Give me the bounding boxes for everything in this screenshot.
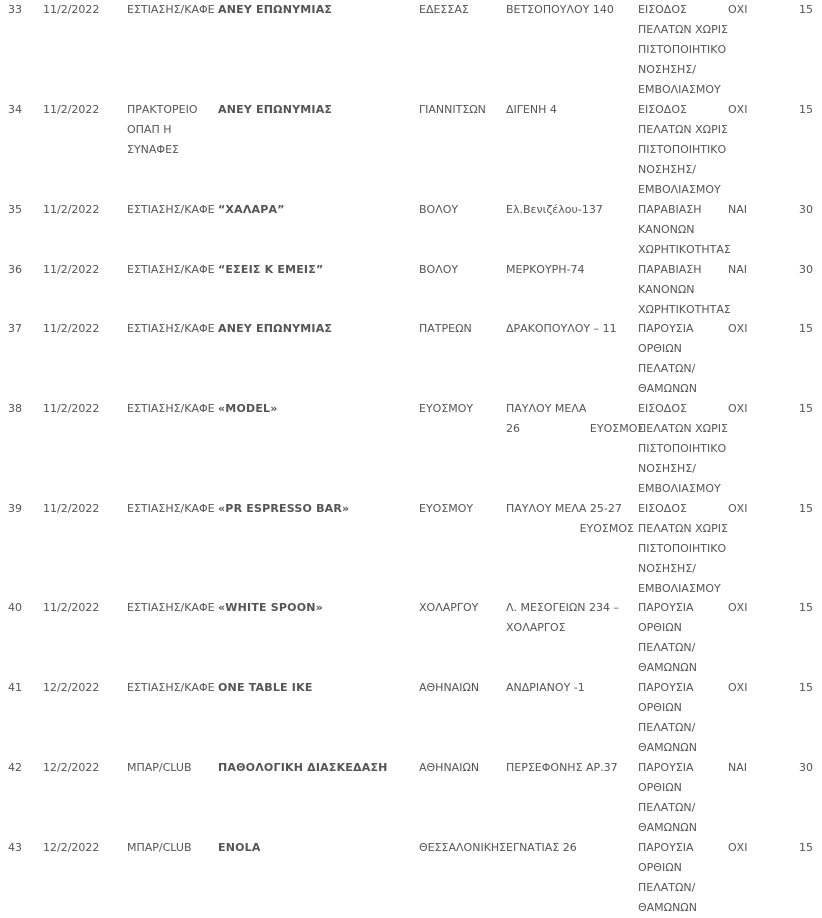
row-repeat: ΟΧΙ [728,322,748,335]
violation-line: ΟΡΘΙΩΝ [638,701,682,714]
type-line: ΣΥΝΑΦΕΣ [127,143,179,156]
violation-line: ΠΕΛΑΤΩΝ ΧΩΡΙΣ [638,522,728,535]
type-line: ΕΣΤΙΑΣΗΣ/ΚΑΦΕ [127,203,215,216]
violation-line: ΠΕΛΑΤΩΝ ΧΩΡΙΣ [638,23,728,36]
violation-line: ΕΜΒΟΛΙΑΣΜΟΥ [638,183,721,196]
violation-line: ΠΑΡΟΥΣΙΑ [638,322,694,335]
row-repeat: ΝΑΙ [728,263,747,276]
violation-line: ΟΡΘΙΩΝ [638,621,682,634]
address-line: ΑΝΔΡΙΑΝΟΥ -1 [506,681,585,694]
row-date: 11/2/2022 [43,3,100,16]
row-city: ΒΟΛΟΥ [419,203,459,216]
type-line: ΠΡΑΚΤΟΡΕΙΟ [127,103,198,116]
address-line: ΔΙΓΕΝΗ 4 [506,103,557,116]
row-days: 30 [799,203,813,216]
row-business-type [127,200,213,220]
row-business-type [127,758,213,778]
violation-line: ΕΜΒΟΛΙΑΣΜΟΥ [638,582,721,595]
row-days: 15 [799,841,813,854]
row-address [506,100,634,120]
violation-line: ΚΑΝΟΝΩΝ [638,223,695,236]
type-line: ΕΣΤΙΑΣΗΣ/ΚΑΦΕ [127,402,215,415]
row-days: 15 [799,402,813,415]
row-date: 11/2/2022 [43,322,100,335]
violation-line: ΘΑΜΩΝΩΝ [638,382,697,395]
row-city: ΒΟΛΟΥ [419,263,459,276]
row-date: 11/2/2022 [43,601,100,614]
row-date: 11/2/2022 [43,203,100,216]
row-address [506,598,634,638]
row-repeat: ΝΑΙ [728,761,747,774]
row-number: 39 [8,502,22,515]
type-line: ΕΣΤΙΑΣΗΣ/ΚΑΦΕ [127,3,215,16]
type-line: ΕΣΤΙΑΣΗΣ/ΚΑΦΕ [127,322,215,335]
violation-line: ΧΩΡΗΤΙΚΟΤΗΤΑΣ [638,303,731,316]
row-city: ΕΔΕΣΣΑΣ [419,3,469,16]
row-business-type [127,838,213,858]
address-line: ΒΕΤΣΟΠΟΥΛΟΥ 140 [506,3,614,16]
type-line: ΕΣΤΙΑΣΗΣ/ΚΑΦΕ [127,681,215,694]
violation-line: ΟΡΘΙΩΝ [638,861,682,874]
violation-line: ΠΑΡΑΒΙΑΣΗ [638,203,702,216]
type-line: ΟΠΑΠ Η [127,123,172,136]
row-repeat: ΟΧΙ [728,103,748,116]
row-days: 30 [799,263,813,276]
violation-line: ΕΙΣΟΔΟΣ [638,3,687,16]
row-repeat: ΟΧΙ [728,3,748,16]
row-business-name: ONE TABLE IKE [218,681,313,694]
violation-line: ΠΙΣΤΟΠΟΙΗΤΙΚΟ [638,143,727,156]
row-business-name: «PR ESPRESSO BAR» [218,502,350,515]
row-business-name: ENOLA [218,841,261,854]
row-address [506,200,634,220]
row-number: 38 [8,402,22,415]
violation-line: ΠΕΛΑΤΩΝ/ [638,721,696,734]
row-city: ΧΟΛΑΡΓΟΥ [419,601,479,614]
row-address [506,399,645,439]
row-business-name: “ΧΑΛΑΡΑ” [218,203,285,216]
row-city: ΑΘΗΝΑΙΩΝ [419,681,480,694]
violation-line: ΠΕΛΑΤΩΝ/ [638,362,696,375]
row-business-type [127,399,213,419]
address-line: ΧΟΛΑΡΓΟΣ [506,621,566,634]
row-city: ΕΥΟΣΜΟΥ [419,502,474,515]
row-address [506,0,634,20]
violation-line: ΚΑΝΟΝΩΝ [638,283,695,296]
type-line: ΜΠΑΡ/CLUB [127,761,192,774]
row-violation [638,0,726,100]
row-business-type [127,100,213,160]
violation-line: ΠΕΛΑΤΩΝ/ [638,881,696,894]
row-violation [638,260,731,320]
row-number: 43 [8,841,22,854]
row-number: 42 [8,761,22,774]
row-business-name: ΑΝΕΥ ΕΠΩΝΥΜΙΑΣ [218,103,333,116]
violation-line: ΠΙΣΤΟΠΟΙΗΤΙΚΟ [638,542,727,555]
row-violation [638,319,726,399]
row-date: 12/2/2022 [43,841,100,854]
violation-line: ΠΙΣΤΟΠΟΙΗΤΙΚΟ [638,442,727,455]
violation-line: ΕΙΣΟΔΟΣ [638,103,687,116]
row-violation [638,678,726,758]
violation-line: ΝΟΣΗΣΗΣ/ [638,163,696,176]
row-address [506,319,634,339]
row-repeat: ΟΧΙ [728,841,748,854]
row-violation [638,598,726,678]
row-number: 40 [8,601,22,614]
row-business-type [127,678,213,698]
row-address [506,678,634,698]
violation-line: ΧΩΡΗΤΙΚΟΤΗΤΑΣ [638,243,731,256]
row-business-type [127,319,213,339]
row-business-type [127,0,213,20]
row-number: 36 [8,263,22,276]
address-line: ΔΡΑΚΟΠΟΥΛΟΥ – 11 [506,322,617,335]
row-business-type [127,499,213,519]
address-line: 26 ΕΥΟΣΜΟΣ [506,422,645,435]
violation-line: ΝΟΣΗΣΗΣ/ [638,63,696,76]
row-days: 30 [799,761,813,774]
row-violation [638,499,726,599]
address-line: ΠΑΥΛΟΥ ΜΕΛΑ [506,402,587,415]
violation-line: ΘΑΜΩΝΩΝ [638,661,697,674]
violation-line: ΠΑΡΟΥΣΙΑ [638,841,694,854]
row-number: 35 [8,203,22,216]
row-days: 15 [799,681,813,694]
row-days: 15 [799,502,813,515]
violation-line: ΕΜΒΟΛΙΑΣΜΟΥ [638,83,721,96]
violation-line: ΠΑΡΟΥΣΙΑ [638,761,694,774]
row-repeat: ΝΑΙ [728,203,747,216]
violation-line: ΠΕΛΑΤΩΝ ΧΩΡΙΣ [638,422,728,435]
row-date: 11/2/2022 [43,103,100,116]
row-business-name: “ΕΣΕΙΣ Κ ΕΜΕΙΣ” [218,263,324,276]
type-line: ΕΣΤΙΑΣΗΣ/ΚΑΦΕ [127,601,215,614]
type-line: ΕΣΤΙΑΣΗΣ/ΚΑΦΕ [127,502,215,515]
row-city: ΠΑΤΡΕΩΝ [419,322,472,335]
row-address [506,260,634,280]
row-city: ΕΥΟΣΜΟΥ [419,402,474,415]
violation-line: ΠΕΛΑΤΩΝ/ [638,641,696,654]
row-date: 11/2/2022 [43,402,100,415]
row-violation [638,758,726,838]
violation-line: ΠΕΛΑΤΩΝ ΧΩΡΙΣ [638,123,728,136]
type-line: ΜΠΑΡ/CLUB [127,841,192,854]
address-line: ΠΑΥΛΟΥ ΜΕΛΑ 25-27 [506,502,622,515]
violation-line: ΘΑΜΩΝΩΝ [638,741,697,754]
address-line: ΜΕΡΚΟΥΡΗ-74 [506,263,585,276]
violation-line: ΠΑΡΟΥΣΙΑ [638,681,694,694]
violation-line: ΕΙΣΟΔΟΣ [638,502,687,515]
type-line: ΕΣΤΙΑΣΗΣ/ΚΑΦΕ [127,263,215,276]
row-date: 11/2/2022 [43,263,100,276]
row-violation [638,200,731,260]
row-number: 41 [8,681,22,694]
row-business-name: «WHITE SPOON» [218,601,323,614]
row-address [506,499,634,539]
row-business-name: ΠΑΘΟΛΟΓΙΚΗ ΔΙΑΣΚΕΔΑΣΗ [218,761,388,774]
row-business-type [127,598,213,618]
row-violation [638,100,726,200]
violation-line: ΠΑΡΑΒΙΑΣΗ [638,263,702,276]
row-violation [638,399,726,499]
violation-line: ΘΑΜΩΝΩΝ [638,821,697,834]
violation-line: ΕΜΒΟΛΙΑΣΜΟΥ [638,482,721,495]
row-city: ΓΙΑΝΝΙΤΣΩΝ [419,103,486,116]
row-date: 12/2/2022 [43,681,100,694]
address-line: Λ. ΜΕΣΟΓΕΙΩΝ 234 – [506,601,620,614]
row-days: 15 [799,3,813,16]
violation-line: ΕΙΣΟΔΟΣ [638,402,687,415]
row-business-name: ΑΝΕΥ ΕΠΩΝΥΜΙΑΣ [218,3,333,16]
row-repeat: ΟΧΙ [728,402,748,415]
row-city: ΑΘΗΝΑΙΩΝ [419,761,480,774]
row-address [506,758,634,778]
row-date: 11/2/2022 [43,502,100,515]
address-line: ΕΓΝΑΤΙΑΣ 26 [506,841,577,854]
row-repeat: ΟΧΙ [728,502,748,515]
row-city: ΘΕΣΣΑΛΟΝΙΚΗΣ [419,841,507,854]
violation-line: ΝΟΣΗΣΗΣ/ [638,562,696,575]
row-number: 34 [8,103,22,116]
row-days: 15 [799,601,813,614]
violation-line: ΝΟΣΗΣΗΣ/ [638,462,696,475]
violation-line: ΠΙΣΤΟΠΟΙΗΤΙΚΟ [638,43,727,56]
violation-line: ΠΕΛΑΤΩΝ/ [638,801,696,814]
violation-line: ΘΑΜΩΝΩΝ [638,901,697,914]
row-address [506,838,634,858]
row-number: 33 [8,3,22,16]
violation-line: ΟΡΘΙΩΝ [638,781,682,794]
address-line: Ελ.Βενιζέλου-137 [506,203,603,216]
row-repeat: ΟΧΙ [728,681,748,694]
row-business-name: ΑΝΕΥ ΕΠΩΝΥΜΙΑΣ [218,322,333,335]
row-date: 12/2/2022 [43,761,100,774]
row-violation [638,838,726,918]
address-line: ΠΕΡΣΕΦΟΝΗΣ ΑΡ.37 [506,761,618,774]
row-days: 15 [799,322,813,335]
row-business-name: «MODEL» [218,402,278,415]
address-line: ΕΥΟΣΜΟΣ [579,522,634,535]
row-number: 37 [8,322,22,335]
violation-line: ΠΑΡΟΥΣΙΑ [638,601,694,614]
row-days: 15 [799,103,813,116]
violation-line: ΟΡΘΙΩΝ [638,342,682,355]
row-repeat: ΟΧΙ [728,601,748,614]
row-business-type [127,260,213,280]
